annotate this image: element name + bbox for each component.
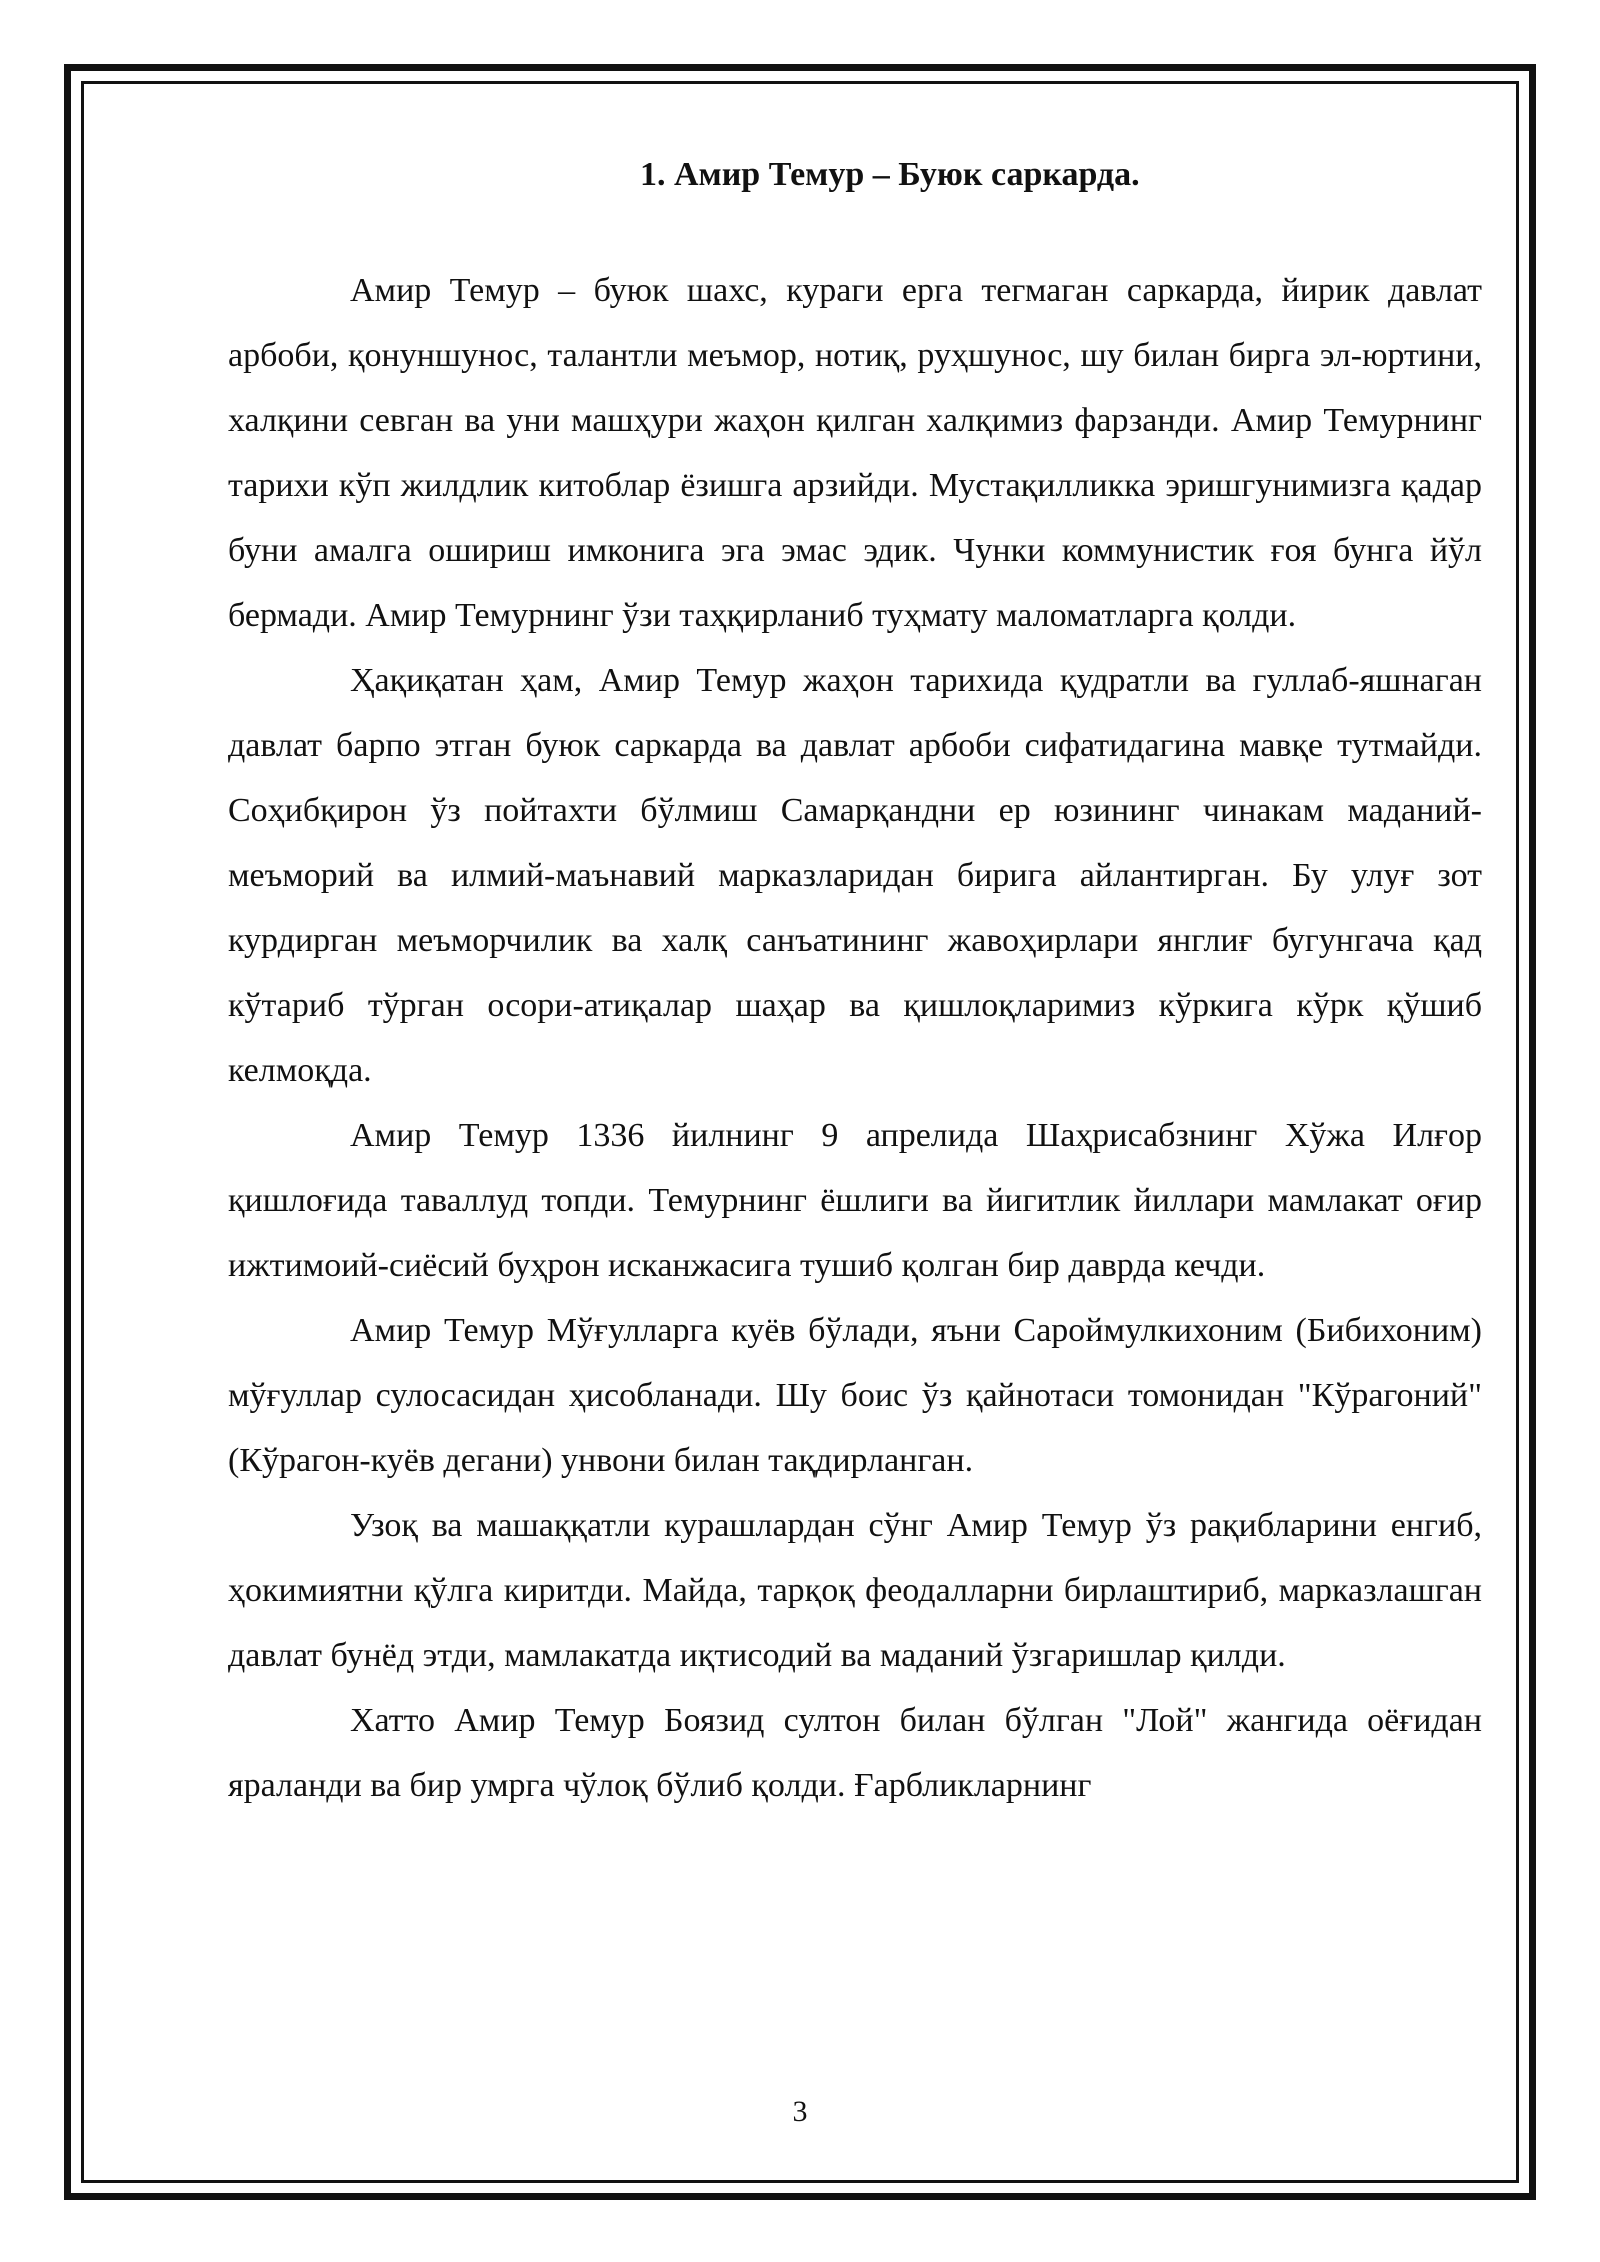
page-number: 3 <box>792 2095 808 2128</box>
paragraph-1: Амир Темур – буюк шахс, кураги ерга тегмаган саркарда, йирик давлат арбоби, қонуншунос, талантли меъмор, нотиқ, руҳшунос, шу билан бирга эл-юртини, халқини севган ва уни машҳури жаҳон қилган халқимиз фарзанди. Амир Темурнинг тарихи кўп жилдлик китоблар ёзишга арзийди. Мустақилликка эришгунимизга қадар буни амалга ошириш имконига эга эмас эдик. Чунки коммунистик ғоя бунга йўл бермади. Амир Темурнинг ўзи таҳқирланиб туҳмату маломатларга қолди. <box>228 272 1482 634</box>
paragraph-2: Ҳақиқатан ҳам, Амир Темур жаҳон тарихида қудратли ва гуллаб-яшнаган давлат барпо этган буюк саркарда ва давлат арбоби сифатидагина мавқе тутмайди. Соҳибқирон ўз пойтахти бўлмиш Самарқандни ер юзининг чинакам маданий-меъморий ва илмий-маънавий марказларидан бирига айлантирган. Бу улуғ зот курдирган меъморчилик ва халқ санъатининг жавоҳирлари янглиғ бугунгача қад кўтариб тўрган осори-атиқалар шаҳар ва қишлоқларимиз кўркига кўрк қўшиб келмоқда. <box>228 662 1482 1089</box>
document-body <box>228 258 1482 1818</box>
document-title: 1. Амир Темур – Буюк саркарда. <box>640 156 1140 193</box>
paragraph-5: Узоқ ва машаққатли курашлардан сўнг Амир Темур ўз рақибларини енгиб, ҳокимиятни қўлга киритди. Майда, тарқоқ феодалларни бирлаштириб, марказлашган давлат бунёд этди, мамлакатда иқтисодий ва маданий ўзгаришлар қилди. <box>228 1507 1482 1674</box>
document-content <box>228 150 1482 1818</box>
paragraph-4: Амир Темур Мўғулларга куёв бўлади, яъни Сароймулкихоним (Бибихоним) мўғуллар сулосасидан ҳисобланади. Шу боис ўз қайнотаси томонидан "Кўрагоний" (Кўрагон-куёв дегани) унвони билан тақдирланган. <box>228 1312 1482 1479</box>
paragraph-6: Хатто Амир Темур Боязид султон билан бўлган "Лой" жангида оёғидан яраланди ва бир умрга чўлоқ бўлиб қолди. Ғарбликларнинг <box>228 1702 1482 1804</box>
paragraph-3: Амир Темур 1336 йилнинг 9 апрелида Шаҳрисабзнинг Хўжа Илғор қишлоғида таваллуд топди. Темурнинг ёшлиги ва йигитлик йиллари мамлакат оғир ижтимоий-сиёсий буҳрон исканжасига тушиб қолган бир даврда кечди. <box>228 1117 1482 1284</box>
